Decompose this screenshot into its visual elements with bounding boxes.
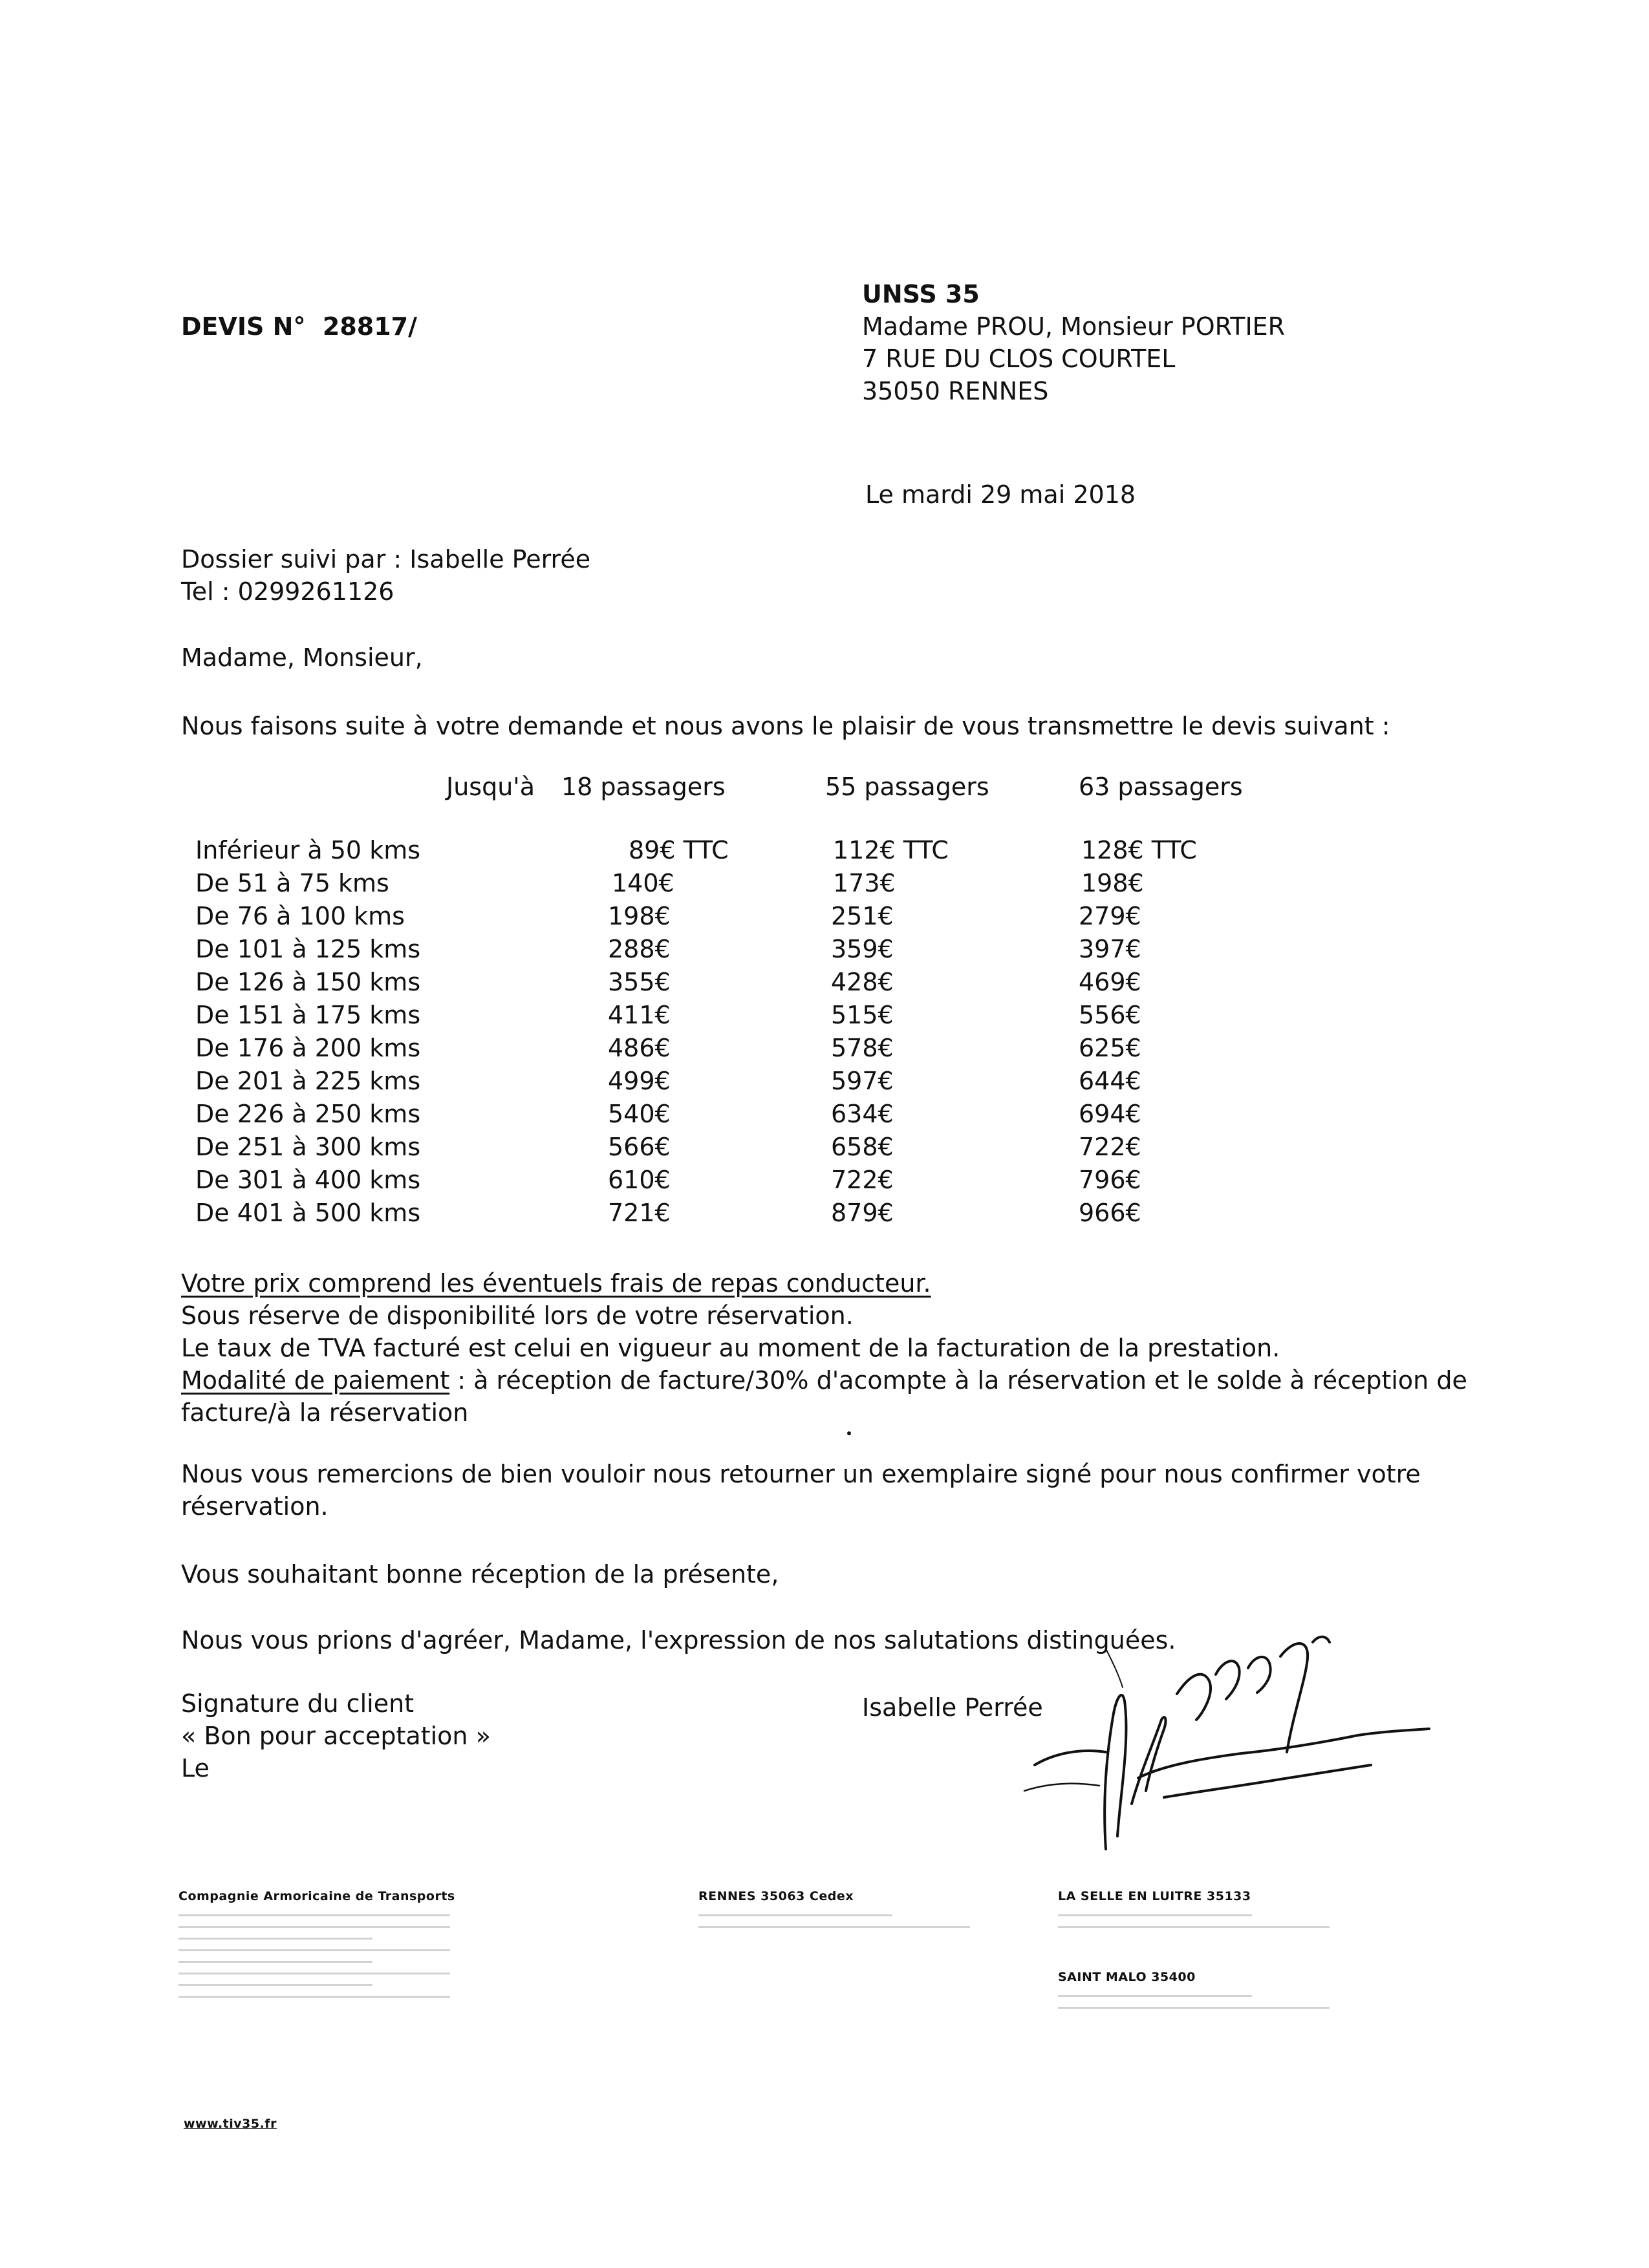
range-cell: De 401 à 500 kms [195,1199,421,1227]
table-row [0,900,1649,932]
footer-la-selle [1058,1888,1330,1933]
column-header-63: 63 passagers [1079,773,1243,801]
client-date-label: Le [181,1754,210,1782]
thanks-paragraph [181,1458,1421,1523]
payment-terms [181,1364,1467,1396]
table-row [0,933,1649,965]
contact-info [181,543,590,608]
range-cell: De 51 à 75 kms [195,869,389,897]
quote-number [181,310,417,343]
price-55-cell: 251€ [831,902,894,930]
vat-note: Le taux de TVA facturé est celui en vigueur au moment de la facturation de la prestation. [181,1334,1280,1362]
table-row [0,834,1649,866]
sender-name: Isabelle Perrée [862,1693,1043,1722]
price-63-cell: 694€ [1079,1100,1141,1128]
contact-tel: Tel : 0299261126 [181,577,394,606]
price-18-cell: 355€ [608,968,671,996]
price-63-cell: 128€ TTC [1081,836,1197,864]
followed-by: Dossier suivi par : Isabelle Perrée [181,545,591,573]
recipient-names: Madame PROU, Monsieur PORTIER [862,312,1286,341]
thanks-line-2: réservation. [181,1492,329,1521]
payment-label: Modalité de paiement [181,1366,450,1395]
recipient-address [862,278,1285,407]
price-55-cell: 173€ [833,869,896,897]
price-55-cell: 428€ [831,968,894,996]
footer-website-link[interactable]: www.tiv35.fr [184,2117,277,2131]
table-row [0,1098,1649,1130]
price-63-cell: 625€ [1079,1034,1141,1062]
faded-text-line [178,1973,450,1974]
faded-text-line [698,1926,970,1928]
price-18-cell: 566€ [608,1133,671,1161]
payment-text: : à réception de facture/30% d'acompte à la réservation et le solde à réception de [449,1366,1467,1395]
footer-rennes-title: RENNES 35063 Cedex [698,1889,854,1903]
price-55-cell: 112€ TTC [833,836,949,864]
price-55-cell: 597€ [831,1067,894,1095]
price-63-cell: 722€ [1079,1133,1141,1161]
table-row [0,966,1649,998]
wishes-paragraph: Vous souhaitant bonne réception de la présente, [181,1560,779,1589]
price-63-cell: 644€ [1079,1067,1141,1095]
price-18-cell: 486€ [608,1034,671,1062]
letter-date: Le mardi 29 mai 2018 [865,480,1136,509]
range-cell: De 301 à 400 kms [195,1166,421,1194]
price-18-cell: 721€ [608,1199,671,1227]
price-63-cell: 469€ [1079,968,1141,996]
table-row [0,1032,1649,1064]
price-55-cell: 634€ [831,1100,894,1128]
price-55-cell: 658€ [831,1133,894,1161]
range-cell: De 151 à 175 kms [195,1001,421,1029]
faded-text-line [1058,1926,1330,1928]
faded-text-line [698,1914,892,1916]
availability-note: Sous réserve de disponibilité lors de votre réservation. [181,1301,854,1330]
quote-number-value: 28817/ [322,312,418,341]
salutation: Madame, Monsieur, [181,643,423,672]
scan-dot [847,1431,851,1435]
footer-saint-malo [1058,1969,1330,2014]
faded-text-line [1058,1995,1252,1997]
price-18-cell: 540€ [608,1100,671,1128]
price-55-cell: 515€ [831,1001,894,1029]
column-header-18: 18 passagers [561,773,726,801]
price-18-cell: 140€ [612,869,674,897]
recipient-street: 7 RUE DU CLOS COURTEL [862,345,1176,373]
faded-text-line [178,1984,372,1986]
regards-paragraph: Nous vous prions d'agréer, Madame, l'expression de nos salutations distinguées. [181,1626,1176,1654]
price-63-cell: 796€ [1079,1166,1141,1194]
price-55-cell: 722€ [831,1166,894,1194]
faded-text-line [178,1926,450,1928]
faded-text-line [1058,2007,1330,2009]
table-row [0,999,1649,1031]
range-cell: Inférieur à 50 kms [195,836,421,864]
price-63-cell: 966€ [1079,1199,1141,1227]
range-cell: De 76 à 100 kms [195,902,405,930]
range-cell: De 101 à 125 kms [195,935,421,963]
price-18-cell: 499€ [608,1067,671,1095]
price-18-cell: 610€ [608,1166,671,1194]
price-18-cell: 288€ [608,935,671,963]
table-row [0,867,1649,899]
table-row [0,1197,1649,1229]
faded-text-line [178,1961,372,1963]
footer-company [178,1888,455,2003]
client-signature-block [181,1687,491,1784]
column-header-55: 55 passagers [825,773,989,801]
price-18-cell: 411€ [608,1001,671,1029]
range-cell: De 176 à 200 kms [195,1034,421,1062]
price-55-cell: 578€ [831,1034,894,1062]
footer-rennes [698,1888,970,1933]
thanks-line-1: Nous vous remercions de bien vouloir nous retourner un exemplaire signé pour nous confirmer votre [181,1460,1421,1488]
price-55-cell: 359€ [831,935,894,963]
table-row [0,1065,1649,1097]
price-18-cell: 89€ TTC [629,836,729,864]
client-signature-label: Signature du client [181,1689,415,1718]
range-cell: De 201 à 225 kms [195,1067,421,1095]
price-55-cell: 879€ [831,1199,894,1227]
table-row [0,1164,1649,1196]
payment-text-continued: facture/à la réservation [181,1398,469,1427]
price-63-cell: 279€ [1079,902,1141,930]
faded-text-line [178,1914,450,1916]
table-row [0,1131,1649,1163]
faded-text-line [1058,1914,1252,1916]
price-18-cell: 198€ [608,902,671,930]
recipient-org: UNSS 35 [862,280,980,308]
price-includes-note: Votre prix comprend les éventuels frais de repas conducteur. [181,1269,931,1298]
footer-saint-malo-title: SAINT MALO 35400 [1058,1970,1196,1984]
recipient-city: 35050 RENNES [862,377,1049,405]
quote-label: DEVIS N° [181,312,306,341]
table-header-prefix: Jusqu'à [446,773,535,801]
range-cell: De 226 à 250 kms [195,1100,421,1128]
faded-text-line [178,1938,372,1940]
price-63-cell: 397€ [1079,935,1141,963]
range-cell: De 126 à 150 kms [195,968,421,996]
footer-la-selle-title: LA SELLE EN LUITRE 35133 [1058,1889,1251,1903]
handwritten-signature-icon [1009,1616,1449,1888]
price-63-cell: 198€ [1081,869,1144,897]
footer-company-name: Compagnie Armoricaine de Transports [178,1889,455,1903]
faded-text-line [178,1996,450,1998]
conditions-block [181,1267,1467,1429]
intro-paragraph: Nous faisons suite à votre demande et nous avons le plaisir de vous transmettre le devis suivant : [181,712,1390,740]
range-cell: De 251 à 300 kms [195,1133,421,1161]
price-63-cell: 556€ [1079,1001,1141,1029]
client-acceptance-label: « Bon pour acceptation » [181,1722,491,1750]
faded-text-line [178,1949,450,1951]
